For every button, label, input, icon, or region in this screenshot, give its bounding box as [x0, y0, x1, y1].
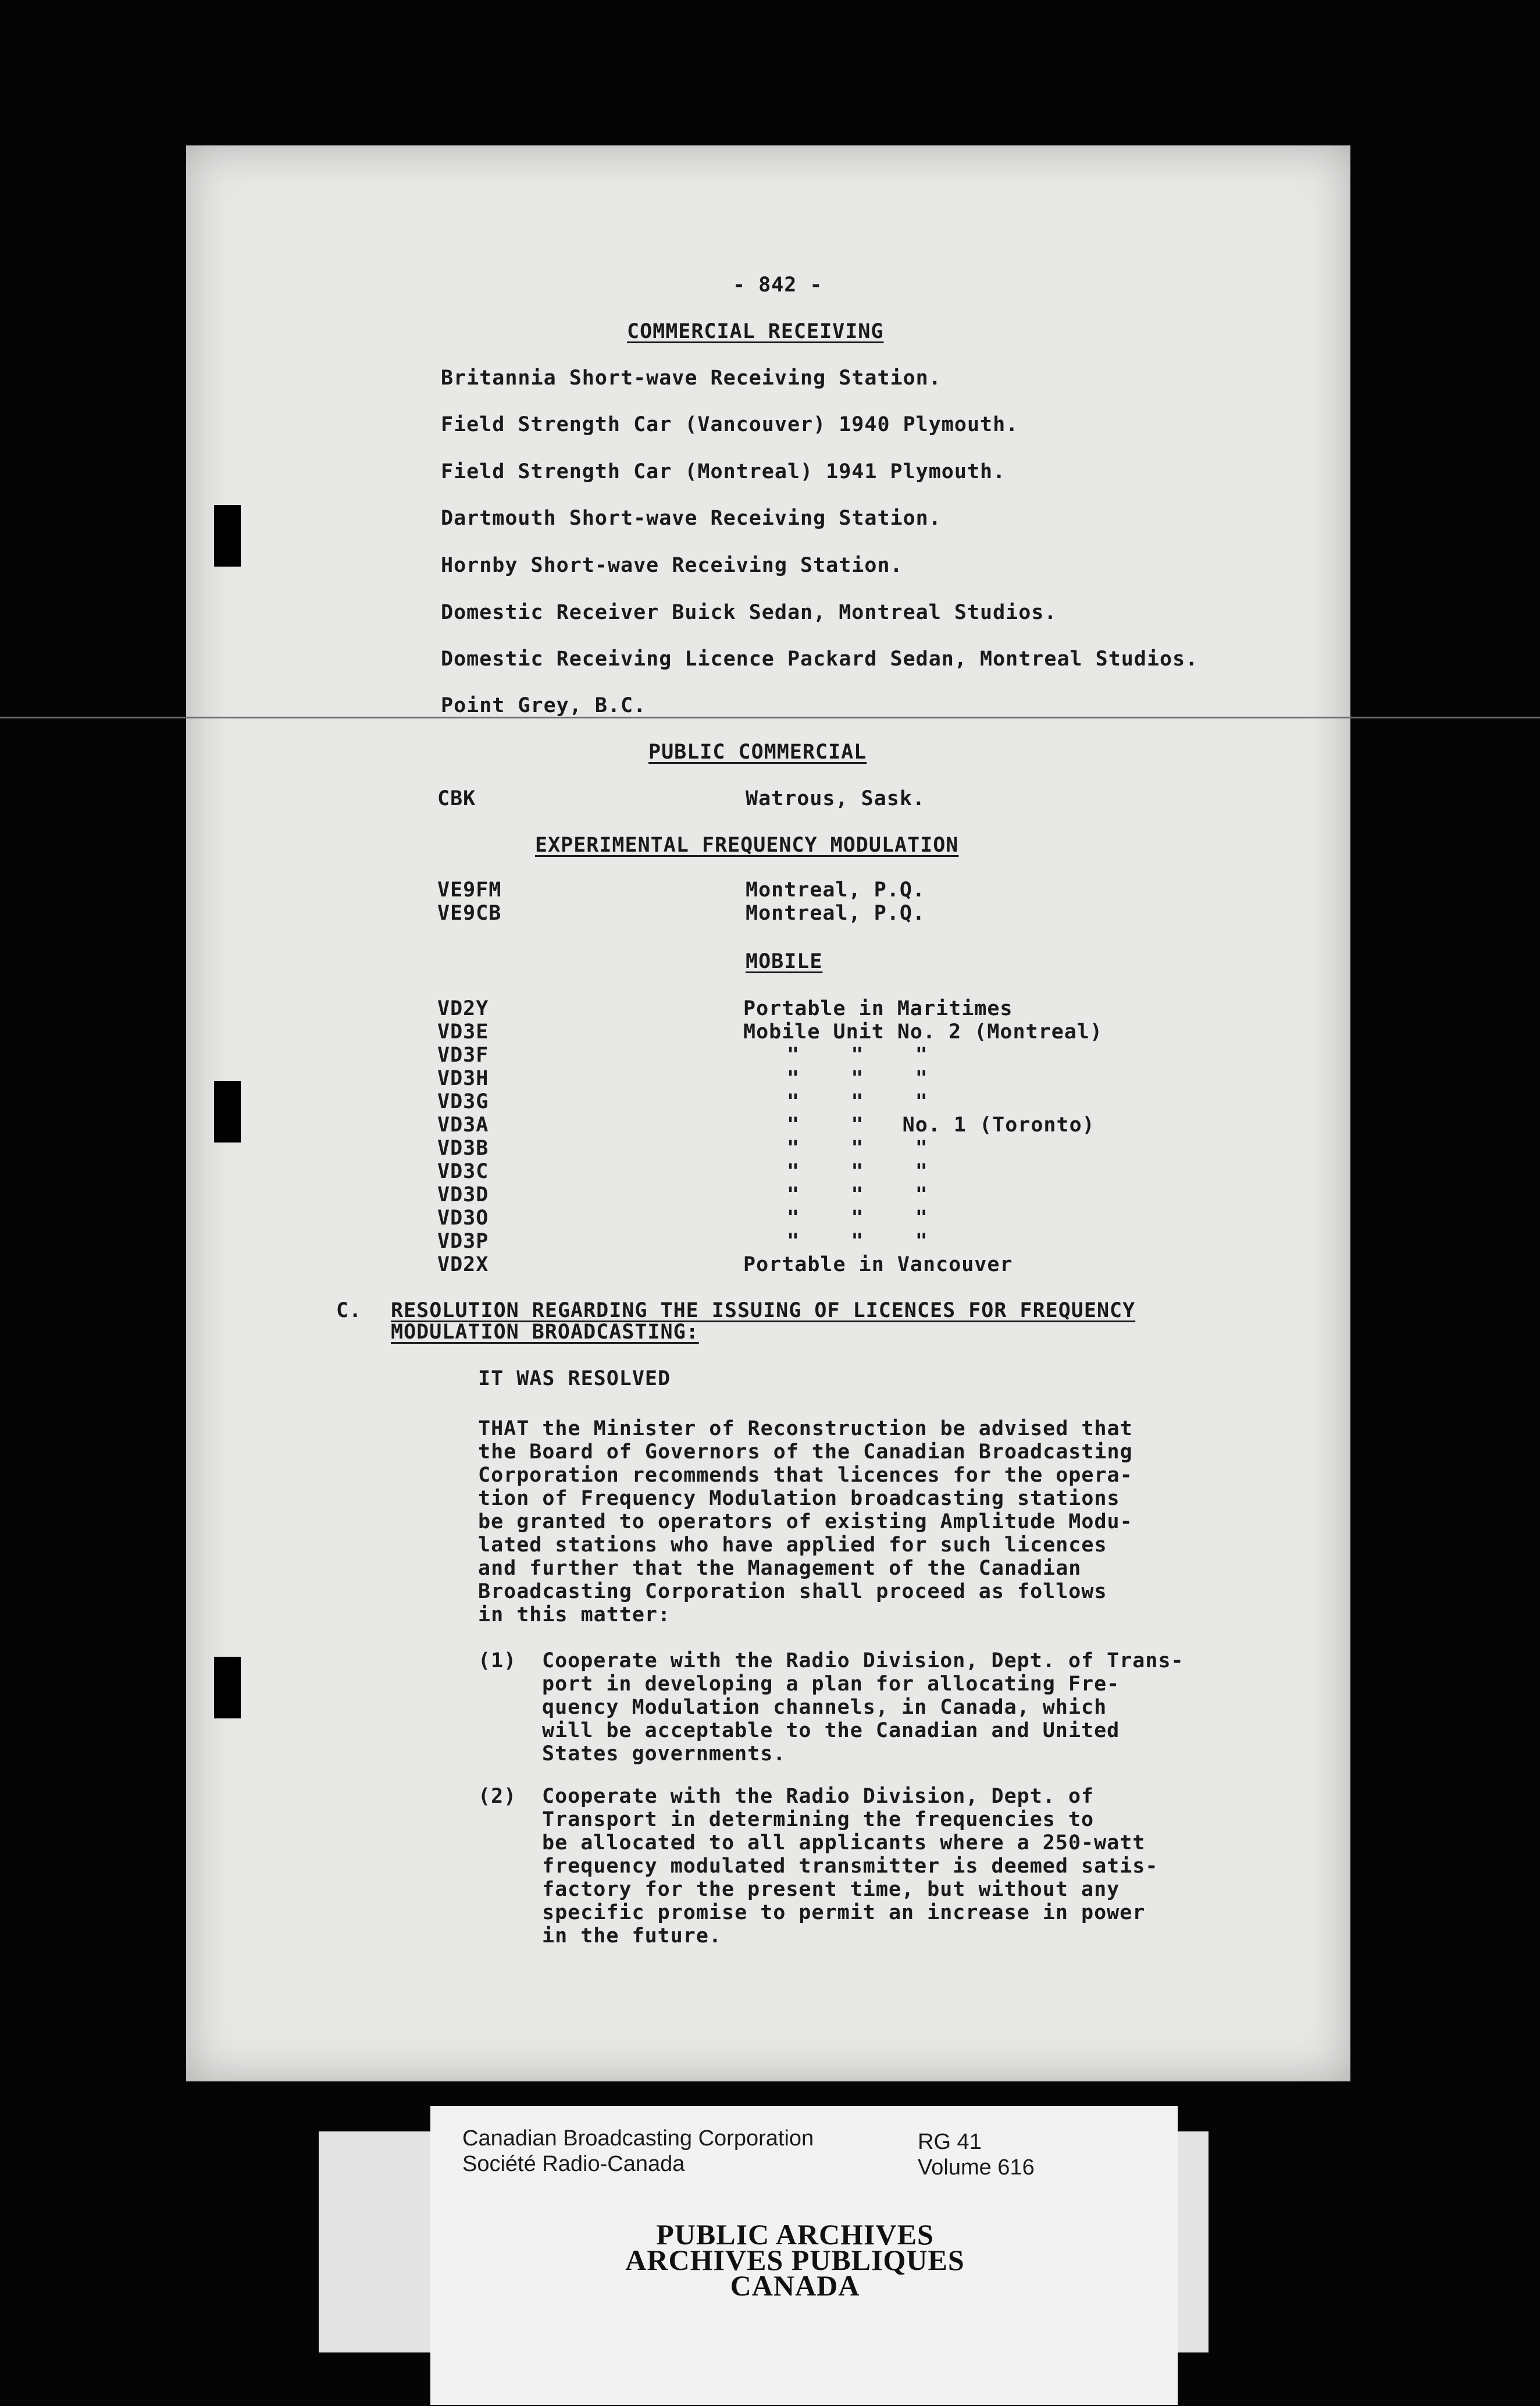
paragraph-line: specific promise to permit an increase in power: [542, 1901, 1146, 1924]
film-marker: [214, 1657, 241, 1718]
paragraph-line: Transport in determining the frequencies to: [542, 1808, 1095, 1831]
paragraph-line: frequency modulated transmitter is deemed satis-: [542, 1855, 1158, 1878]
station-location: Montreal, P.Q.: [746, 902, 926, 925]
film-marker: [214, 1081, 241, 1143]
resolution-heading: RESOLUTION REGARDING THE ISSUING OF LICENCES FOR FREQUENCY: [391, 1299, 1136, 1322]
station-description: " " No. 1 (Toronto): [787, 1113, 1095, 1137]
station-call: VD3E: [437, 1020, 489, 1044]
station-call: VD3P: [437, 1230, 489, 1253]
section-heading-commercial-receiving: COMMERCIAL RECEIVING: [627, 320, 884, 343]
list-item: Point Grey, B.C.: [441, 694, 647, 717]
mobile-description-list: [743, 997, 1103, 1276]
fold-line: [0, 717, 1540, 718]
paragraph-line: port in developing a plan for allocating Fre-: [542, 1672, 1120, 1696]
section-heading-public-commercial: PUBLIC COMMERCIAL: [648, 741, 867, 764]
section-heading-mobile: MOBILE: [746, 950, 823, 973]
resolution-paragraph: [478, 1417, 1133, 1626]
station-location: Watrous, Sask.: [746, 787, 926, 810]
paragraph-line: in this matter:: [478, 1603, 671, 1626]
resolved-statement: IT WAS RESOLVED: [478, 1367, 671, 1390]
page-number: - 842 -: [733, 273, 823, 297]
paragraph-line: lated stations who have applied for such licences: [478, 1533, 1107, 1557]
station-call: VD3C: [437, 1160, 489, 1183]
station-call: VD3O: [437, 1206, 489, 1230]
resolution-letter: C.: [336, 1299, 362, 1322]
paragraph-line: tion of Frequency Modulation broadcasting stations: [478, 1487, 1120, 1510]
station-call: CBK: [437, 787, 476, 810]
station-call: VE9CB: [437, 902, 502, 925]
record-group: RG 41: [918, 2130, 982, 2154]
resolution-item-2: [542, 1785, 1158, 1948]
organization-english: Canadian Broadcasting Corporation: [462, 2126, 814, 2151]
station-description: " " ": [787, 1206, 928, 1230]
paragraph-line: in the future.: [542, 1924, 722, 1948]
station-description: " " ": [787, 1090, 928, 1113]
paragraph-line: factory for the present time, but without any: [542, 1878, 1120, 1901]
station-description: " " ": [787, 1067, 928, 1090]
station-call: VD3A: [437, 1113, 489, 1137]
paragraph-line: will be acceptable to the Canadian and United: [542, 1719, 1120, 1742]
resolution-item-1: [542, 1649, 1184, 1766]
organization-french: Société Radio-Canada: [462, 2152, 685, 2176]
station-description: Portable in Maritimes: [743, 997, 1013, 1020]
archives-stamp-line: PUBLIC ARCHIVES: [656, 2218, 934, 2251]
station-call: VD3H: [437, 1067, 489, 1090]
list-item: Britannia Short-wave Receiving Station.: [441, 366, 942, 390]
item-number: (2): [478, 1785, 517, 1808]
station-description: Portable in Vancouver: [743, 1253, 1013, 1276]
paragraph-line: Broadcasting Corporation shall proceed as follows: [478, 1580, 1107, 1603]
film-marker: [214, 505, 241, 567]
list-item: Domestic Receiving Licence Packard Sedan, Montreal Studios.: [441, 647, 1199, 671]
archives-stamp-line: ARCHIVES PUBLIQUES: [625, 2244, 965, 2276]
paragraph-line: Corporation recommends that licences for the opera-: [478, 1464, 1133, 1487]
station-description: " " ": [787, 1044, 928, 1067]
list-item: Domestic Receiver Buick Sedan, Montreal Studios.: [441, 601, 1057, 624]
list-item: Field Strength Car (Vancouver) 1940 Plymouth.: [441, 413, 1019, 436]
station-description: " " ": [787, 1230, 928, 1253]
paragraph-line: the Board of Governors of the Canadian Broadcasting: [478, 1440, 1133, 1464]
paragraph-line: be granted to operators of existing Amplitude Modu-: [478, 1510, 1133, 1533]
list-item: Field Strength Car (Montreal) 1941 Plymouth.: [441, 460, 1006, 483]
paragraph-line: be allocated to all applicants where a 250-watt: [542, 1831, 1146, 1855]
station-call: VD3B: [437, 1137, 489, 1160]
station-call: VD3D: [437, 1183, 489, 1206]
volume-number: Volume 616: [918, 2155, 1035, 2180]
station-description: " " ": [787, 1137, 928, 1160]
archives-stamp-line: CANADA: [730, 2269, 860, 2302]
paragraph-line: THAT the Minister of Reconstruction be advised that: [478, 1417, 1133, 1440]
paragraph-line: and further that the Management of the Canadian: [478, 1557, 1082, 1580]
resolution-heading: MODULATION BROADCASTING:: [391, 1321, 699, 1344]
paragraph-line: Cooperate with the Radio Division, Dept. of Trans-: [542, 1649, 1184, 1672]
station-call: VD2Y: [437, 997, 489, 1020]
section-heading-experimental-fm: EXPERIMENTAL FREQUENCY MODULATION: [535, 834, 959, 857]
station-call: VD3F: [437, 1044, 489, 1067]
item-number: (1): [478, 1649, 517, 1672]
list-item: Dartmouth Short-wave Receiving Station.: [441, 507, 942, 530]
station-call: VD2X: [437, 1253, 489, 1276]
station-description: " " ": [787, 1183, 928, 1206]
mobile-call-list: [437, 997, 489, 1276]
list-item: Hornby Short-wave Receiving Station.: [441, 554, 903, 577]
paragraph-line: quency Modulation channels, in Canada, which: [542, 1696, 1107, 1719]
paragraph-line: Cooperate with the Radio Division, Dept. of: [542, 1785, 1095, 1808]
paragraph-line: States governments.: [542, 1742, 786, 1766]
station-description: Mobile Unit No. 2 (Montreal): [743, 1020, 1103, 1044]
station-call: VD3G: [437, 1090, 489, 1113]
station-location: Montreal, P.Q.: [746, 878, 926, 902]
station-description: " " ": [787, 1160, 928, 1183]
station-call: VE9FM: [437, 878, 502, 902]
